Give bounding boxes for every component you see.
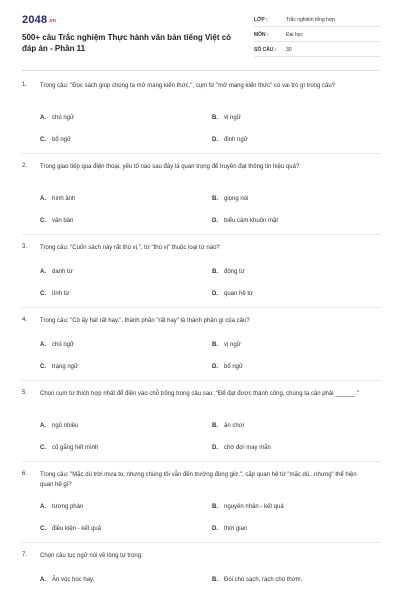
option-letter: D. [212, 445, 218, 451]
option-b[interactable] [212, 115, 241, 121]
logo-text: 2048 [22, 14, 48, 26]
option-letter: B. [212, 504, 218, 510]
question-number: 2. [22, 163, 28, 169]
option-text: tương phản [52, 504, 84, 510]
option-text: điều kiện - kết quả [52, 526, 102, 532]
option-text: văn bản [52, 218, 74, 224]
question-number: 7. [22, 552, 28, 558]
option-letter: B. [212, 577, 218, 583]
meta-value: 30 [286, 47, 292, 53]
option-text: danh từ [52, 269, 73, 275]
meta-value: Trắc nghiệm tổng hợp [286, 17, 335, 23]
question-item [22, 161, 380, 235]
option-d[interactable] [212, 291, 253, 297]
option-b[interactable] [212, 504, 284, 510]
option-text: giọng nói [224, 196, 249, 202]
question-item [22, 550, 380, 600]
option-c[interactable] [40, 218, 73, 224]
option-text: chủ ngữ [52, 115, 75, 121]
option-text: ăn chơi [224, 423, 244, 429]
option-d[interactable] [212, 526, 247, 532]
question-text: Trong câu: "Mặc dù trời mưa to, nhưng chúng tôi vẫn đến trường đúng giờ.", cặp quan hệ từ "mặc dù...nhưng" thể hiện quan hệ gì? [40, 472, 357, 488]
meta-key: MÔN : [254, 32, 269, 38]
option-letter: A. [40, 504, 46, 510]
option-c[interactable] [40, 137, 71, 143]
question-text: Trong câu: "Cuốn sách này rất thú vị.", từ "thú vị" thuộc loại từ nào? [40, 245, 220, 251]
option-d[interactable] [212, 137, 248, 143]
option-letter: A. [40, 196, 46, 202]
option-a[interactable] [40, 577, 94, 583]
option-letter: C. [40, 137, 46, 143]
option-letter: C. [40, 291, 46, 297]
option-letter: D. [212, 291, 218, 297]
option-b[interactable] [212, 342, 241, 348]
meta-key: SỐ CÂU : [254, 47, 277, 53]
option-a[interactable] [40, 504, 83, 510]
option-c[interactable] [40, 445, 98, 451]
option-letter: C. [40, 526, 46, 532]
question-item [22, 80, 380, 154]
header-divider [22, 70, 380, 71]
option-text: Ăn vóc học hay. [52, 577, 95, 583]
option-letter: B. [212, 342, 218, 348]
page-title: 500+ câu Trắc nghiệm Thực hành văn bản tiếng Việt có đáp án - Phần 11 [22, 33, 232, 53]
question-number: 3. [22, 244, 28, 250]
option-letter: B. [212, 196, 218, 202]
option-letter: A. [40, 115, 46, 121]
option-text: biểu cảm khuôn mặt [224, 218, 279, 224]
meta-value: Đại học [286, 32, 303, 38]
option-text: vị ngữ [224, 342, 241, 348]
question-item [22, 242, 380, 308]
option-letter: B. [212, 115, 218, 121]
option-text: tính từ [52, 291, 70, 297]
option-text: bổ ngữ [52, 137, 72, 143]
option-text: vị ngữ [224, 115, 241, 121]
option-letter: C. [40, 445, 46, 451]
option-letter: D. [212, 218, 218, 224]
option-text: quan hệ từ [224, 291, 254, 297]
meta-row-class [254, 14, 380, 27]
option-letter: D. [212, 526, 218, 532]
question-item [22, 315, 380, 381]
option-a[interactable] [40, 196, 75, 202]
meta-table [254, 14, 380, 59]
option-text: cố gắng hết mình [52, 445, 99, 451]
option-text: động từ [224, 269, 245, 275]
option-b[interactable] [212, 269, 245, 275]
option-letter: B. [212, 269, 218, 275]
option-letter: D. [212, 364, 218, 370]
logo-tld: .vn [48, 18, 57, 24]
option-d[interactable] [212, 218, 278, 224]
option-a[interactable] [40, 269, 73, 275]
option-b[interactable] [212, 423, 244, 429]
option-letter: A. [40, 342, 46, 348]
question-number: 1. [22, 82, 28, 88]
option-text: trạng ngữ [52, 364, 79, 370]
meta-row-count [254, 44, 380, 57]
option-c[interactable] [40, 291, 69, 297]
question-text: Trong câu: "Đọc sách giúp chúng ta mở mang kiến thức.", cụm từ "mở mang kiến thức" có vai trò gì trong câu? [40, 83, 336, 89]
question-number: 6. [22, 471, 28, 477]
option-letter: C. [40, 364, 46, 370]
option-text: hình ảnh [52, 196, 76, 202]
question-text: Trong giao tiếp qua điện thoại, yếu tố nào sau đây là quan trọng để truyền đạt thông tin hiệu quả? [40, 164, 300, 170]
option-b[interactable] [212, 196, 248, 202]
option-text: bổ ngữ [224, 364, 244, 370]
question-text: Trong câu: "Cô ấy hát rất hay.", thành phần "rất hay" là thành phần gì của câu? [40, 318, 250, 324]
option-a[interactable] [40, 423, 78, 429]
question-item [22, 469, 380, 543]
option-a[interactable] [40, 115, 74, 121]
question-list [22, 80, 380, 600]
option-d[interactable] [212, 445, 271, 451]
meta-row-subject [254, 29, 380, 42]
question-item [22, 388, 380, 462]
option-text: Đói cho sạch, rách cho thơm. [224, 577, 303, 583]
option-letter: A. [40, 269, 46, 275]
site-logo[interactable] [22, 14, 56, 26]
option-a[interactable] [40, 342, 74, 348]
option-letter: B. [212, 423, 218, 429]
option-d[interactable] [212, 364, 243, 370]
question-text: Chọn cụm từ thích hợp nhất để điền vào chỗ trống trong câu sau: "Để đạt được thành công, chúng ta cần phải ______." [40, 391, 360, 397]
option-text: định ngữ [224, 137, 248, 143]
option-text: ngủ nhiều [52, 423, 79, 429]
option-letter: A. [40, 423, 46, 429]
option-letter: D. [212, 137, 218, 143]
document-header [22, 14, 380, 64]
option-text: nguyên nhân - kết quả [224, 504, 284, 510]
option-text: chủ ngữ [52, 342, 75, 348]
question-text: Chọn câu tục ngữ nói về lòng tự trọng: [40, 553, 143, 559]
option-b[interactable] [212, 577, 302, 583]
question-number: 4. [22, 317, 28, 323]
option-c[interactable] [40, 526, 101, 532]
option-letter: A. [40, 577, 46, 583]
option-text: thời gian [224, 526, 248, 532]
meta-key: LỚP : [254, 17, 268, 23]
question-number: 5. [22, 390, 28, 396]
option-text: chờ đợi may mắn [224, 445, 271, 451]
option-letter: C. [40, 218, 46, 224]
option-c[interactable] [40, 364, 78, 370]
